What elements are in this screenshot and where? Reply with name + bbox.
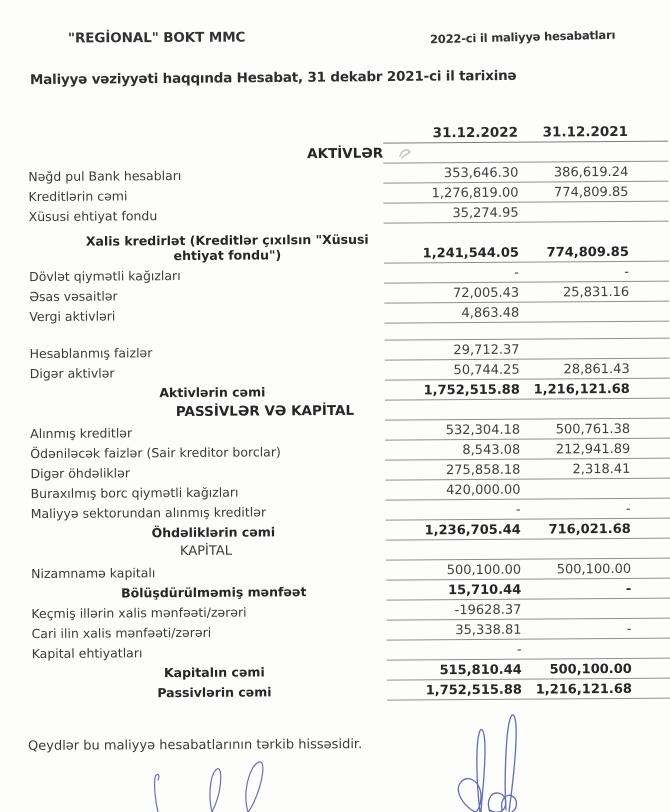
value-2022: 4,863.48 [461, 305, 520, 322]
value-2022: 72,005.43 [452, 285, 520, 302]
value-2022: 515,810.44 [439, 662, 522, 679]
row-label: Passivlərin cəmi [157, 684, 272, 700]
balance-sheet-table [0, 121, 670, 704]
value-2022: 8,543.08 [462, 442, 521, 459]
row-label: Alınmış kreditlər [30, 425, 133, 441]
value-2022: 29,712.37 [453, 342, 520, 359]
value-2021: 500,100.00 [549, 661, 632, 678]
row-label: Xüsusi ehtiyat fondu [28, 207, 158, 224]
report-year-label: 2022-ci il maliyyə hesabatları [429, 27, 616, 47]
value-2022 [384, 338, 519, 339]
value-2022: - [515, 502, 521, 518]
row-values [386, 582, 670, 601]
value-2021: 774,809.85 [546, 244, 629, 261]
row-label: KAPİTAL [179, 543, 232, 560]
row-label: Bölüşdürülməmiş mənfəət [121, 583, 307, 601]
value-2022: - [516, 642, 522, 658]
row-label: Buraxılmış borc qiymətli kağızları [30, 484, 239, 501]
value-2021: 212,941.89 [555, 441, 631, 458]
value-2022: 275,858.18 [445, 462, 521, 479]
value-2021 [521, 497, 669, 498]
row-values [385, 382, 670, 401]
row-label: Kreditlərin cəmi [28, 188, 128, 204]
value-2022: 1,752,515.88 [425, 682, 522, 699]
row-label: Dövlət qiymətli kağızları [28, 267, 181, 284]
value-2021 [521, 557, 669, 558]
value-2021 [519, 337, 667, 338]
notes-statement: Qeydlər bu maliyyə hesabatlarının tərkib hissəsidir. [27, 737, 363, 754]
row-values [385, 462, 670, 481]
row-label: Vergi aktivləri [29, 308, 116, 324]
header-values [383, 124, 668, 144]
row-label: Hesablanmış faizlər [29, 344, 153, 361]
value-2022: 15,710.44 [447, 582, 522, 599]
column-header-2021: 31.12.2021 [542, 123, 629, 141]
value-2021: 1,216,121.68 [535, 681, 632, 698]
value-2022: 35,274.95 [452, 205, 519, 222]
value-2021 [518, 160, 666, 161]
signature-left [140, 760, 300, 812]
value-2021 [520, 417, 668, 418]
value-2022: 420,000.00 [446, 482, 521, 499]
value-2021: 2,318.41 [572, 461, 631, 478]
row-values [387, 682, 670, 701]
table-body [0, 142, 670, 704]
value-2022: 1,752,515.88 [423, 382, 520, 399]
row-values [384, 285, 669, 304]
value-2021: - [625, 581, 632, 597]
row-values [386, 562, 670, 581]
value-2021: 500,761.38 [555, 421, 631, 438]
value-2022: 1,241,544.05 [422, 245, 519, 262]
row-values [387, 662, 670, 681]
value-2022: 353,646.30 [443, 165, 519, 182]
row-values [385, 422, 670, 441]
row-values [385, 442, 670, 461]
value-2022: 35,338.81 [455, 622, 522, 639]
value-2022: 1,276,819.00 [431, 185, 519, 202]
row-values [385, 342, 670, 361]
row-values [387, 642, 670, 661]
column-header-2022: 31.12.2022 [432, 124, 519, 142]
signature-right [440, 710, 550, 812]
value-2022: - [514, 265, 520, 281]
value-2022 [386, 558, 521, 559]
value-2021 [520, 357, 668, 358]
row-values [384, 305, 669, 324]
row-label: AKTİVLƏR [307, 145, 384, 162]
row-label: Maliyyə sektorundan alınmış kreditlər [30, 504, 267, 521]
value-2021 [522, 657, 670, 658]
value-2022: 50,744.25 [453, 362, 520, 379]
value-2021: 28,861.43 [563, 361, 630, 378]
value-2021 [521, 617, 669, 618]
value-2022: 500,100.00 [446, 562, 522, 579]
row-label: Cari ilin xalis mənfəəti/zərəri [31, 624, 212, 641]
value-2021: - [625, 501, 631, 517]
row-label: Əsas vəsaitlər [29, 288, 118, 304]
value-2021 [519, 320, 667, 321]
row-values [384, 245, 669, 264]
row-values [386, 522, 670, 541]
page-title: Maliyyə vəziyyəti haqqında Hesabat, 31 dekabr 2021-ci il tarixinə [29, 67, 517, 89]
value-2021: 25,831.16 [562, 284, 630, 301]
row-label: Öhdəliklərin cəmi [151, 524, 276, 540]
row-label: Digər aktivlər [29, 365, 115, 381]
value-2021: 386,619.24 [553, 164, 629, 181]
row-label: Ödəniləcək faizlər (Sair kreditor borclar) [30, 444, 281, 461]
value-2021: 774,809.85 [553, 184, 629, 201]
row-values [383, 185, 668, 204]
row-label: Xalis kredirlət (Kreditlər çıxılsın "Xüsusi ehtiyat fondu") [85, 231, 369, 263]
value-2021: - [626, 621, 632, 637]
value-2021: 500,100.00 [556, 561, 632, 578]
row-label: Nizamnamə kapitalı [31, 564, 156, 581]
row-label: Keçmiş illərin xalis mənfəəti/zərəri [31, 604, 247, 621]
row-label: Kapitalın cəmi [163, 664, 265, 680]
row-values [386, 502, 670, 521]
row-label: Aktivlərin cəmi [159, 384, 266, 400]
row-label: Kapital ehtiyatları [31, 645, 143, 661]
table-row [0, 222, 669, 267]
value-2021: - [624, 264, 630, 280]
row-label: PASSİVLƏR VƏ KAPİTAL [175, 402, 355, 420]
company-name: "REGİONAL" BOKT MMC [67, 29, 246, 47]
row-label: Digər öhdəliklər [30, 465, 130, 481]
value-2021: 716,021.68 [548, 521, 631, 538]
row-values [383, 165, 668, 184]
value-2021: 1,216,121.68 [533, 381, 630, 398]
value-2022: 1,236,705.44 [424, 522, 521, 539]
value-2022: 532,304.18 [445, 422, 521, 439]
row-values [385, 482, 670, 501]
value-2022 [383, 161, 518, 162]
value-2022 [385, 418, 520, 419]
row-label: Nəğd pul Bank hesabları [28, 167, 182, 184]
value-2021 [519, 220, 667, 221]
row-values [385, 362, 670, 381]
value-2022: -19628.37 [454, 602, 522, 619]
row-values [384, 265, 669, 284]
row-values [384, 205, 669, 224]
row-values [386, 602, 670, 621]
row-values [386, 622, 670, 641]
